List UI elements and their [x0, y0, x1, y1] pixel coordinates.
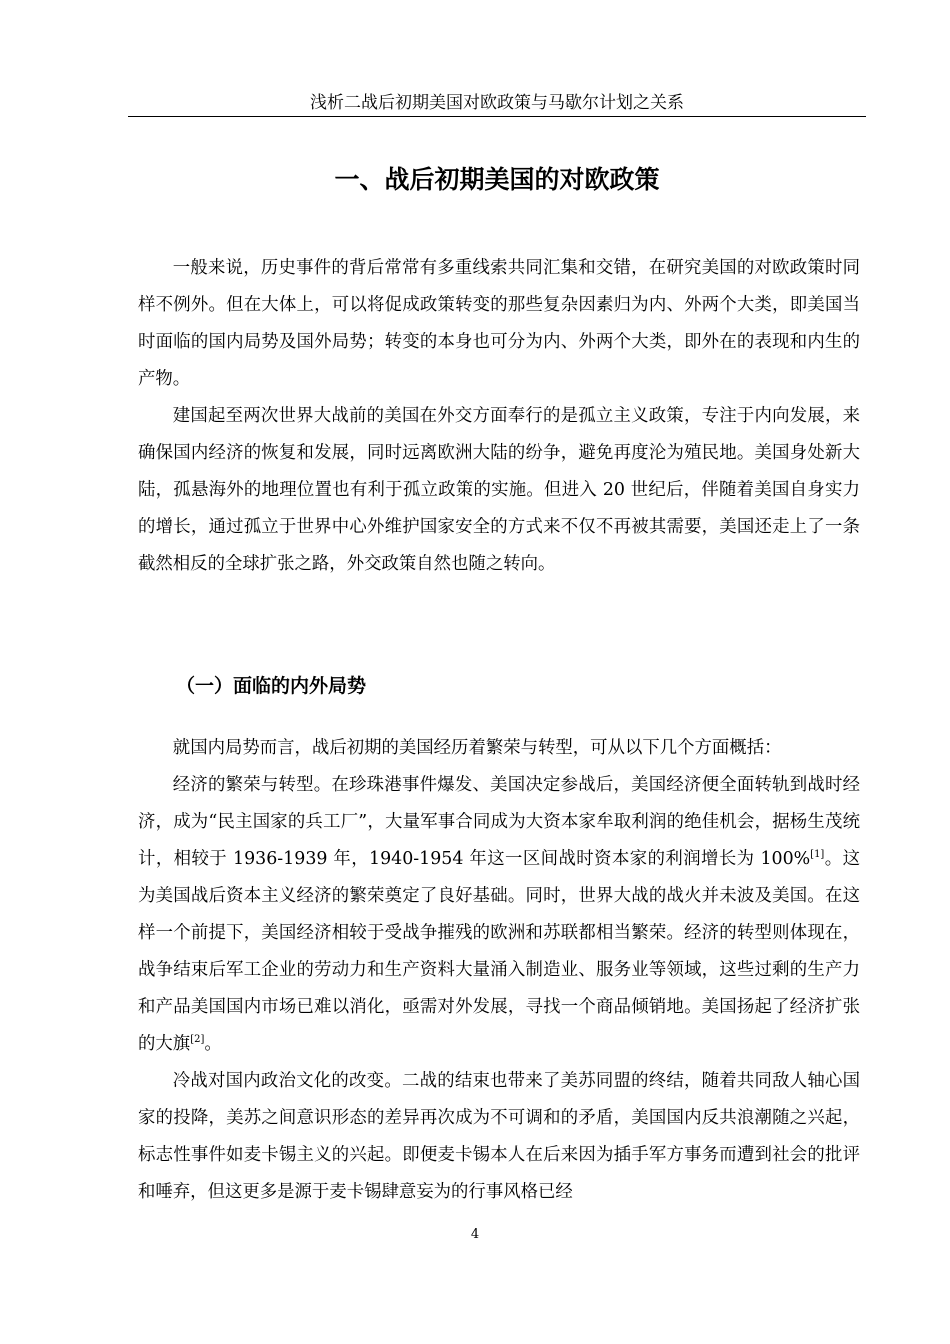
chapter-title: 一、战后初期美国的对欧政策	[334, 164, 660, 194]
section-body	[138, 730, 860, 1211]
intro-section	[138, 250, 860, 583]
paragraph: 冷战对国内政治文化的改变。二战的结束也带来了美苏同盟的终结，随着共同敌人轴心国家的投降，美苏之间意识形态的差异再次成为不可调和的矛盾，美国国内反共浪潮随之兴起，标志性事件如麦卡锡主义的兴起。即便麦卡锡本人在后来因为插手军方事务而遭到社会的批评和唾弃，但这更多是源于麦卡锡肆意妄为的行事风格已经	[138, 1071, 860, 1202]
running-header: 浅析二战后初期美国对欧政策与马歇尔计划之关系	[128, 92, 866, 117]
paragraph	[138, 767, 860, 1063]
paragraph: 建国起至两次世界大战前的美国在外交方面奉行的是孤立主义政策，专注于内向发展，来确保国内经济的恢复和发展，同时远离欧洲大陆的纷争，避免再度沦为殖民地。美国身处新大陆，孤悬海外的地理位置也有利于孤立政策的实施。但进入 20 世纪后，伴随着美国自身实力的增长，通过孤立于世界中心外维护国家安全的方式来不仅不再被其需要，美国还走上了一条截然相反的全球扩张之路，外交政策自然也随之转向。	[138, 406, 860, 574]
paragraph: 就国内局势而言，战后初期的美国经历着繁荣与转型，可从以下几个方面概括：	[172, 738, 782, 758]
paragraph-text: 。这为美国战后资本主义经济的繁荣奠定了良好基础。同时，世界大战的战火并未波及美国。在这样一个前提下，美国经济相较于受战争摧残的欧洲和苏联都相当繁荣。经济的转型则体现在，战争结束后军工企业的劳动力和生产资料大量涌入制造业、服务业等领域，这些过剩的生产力和产品美国国内市场已难以消化，亟需对外发展，寻找一个商品倾销地。美国扬起了经济扩张的大旗	[138, 849, 860, 1054]
citation-ref[interactable]: [1]	[810, 849, 825, 861]
page-number: 4	[470, 1227, 480, 1242]
paragraph: 一般来说，历史事件的背后常常有多重线索共同汇集和交错，在研究美国的对欧政策时同样不例外。但在大体上，可以将促成政策转变的那些复杂因素归为内、外两个大类，即美国当时面临的国内局势及国外局势；转变的本身也可分为内、外两个大类，即外在的表现和内生的产物。	[138, 258, 860, 389]
paragraph-text: 。	[204, 1034, 222, 1054]
section-title: （一）面临的内外局势	[176, 674, 367, 697]
citation-ref[interactable]: [2]	[190, 1034, 205, 1046]
paragraph-text: 经济的繁荣与转型。在珍珠港事件爆发、美国决定参战后，美国经济便全面转轨到战时经济，成为“民主国家的兵工厂”，大量军事合同成为大资本家牟取利润的绝佳机会，据杨生茂统计，相较于 1936-1939 年，1940-1954 年这一区间战时资本家的利润增长为 100%	[138, 775, 860, 869]
